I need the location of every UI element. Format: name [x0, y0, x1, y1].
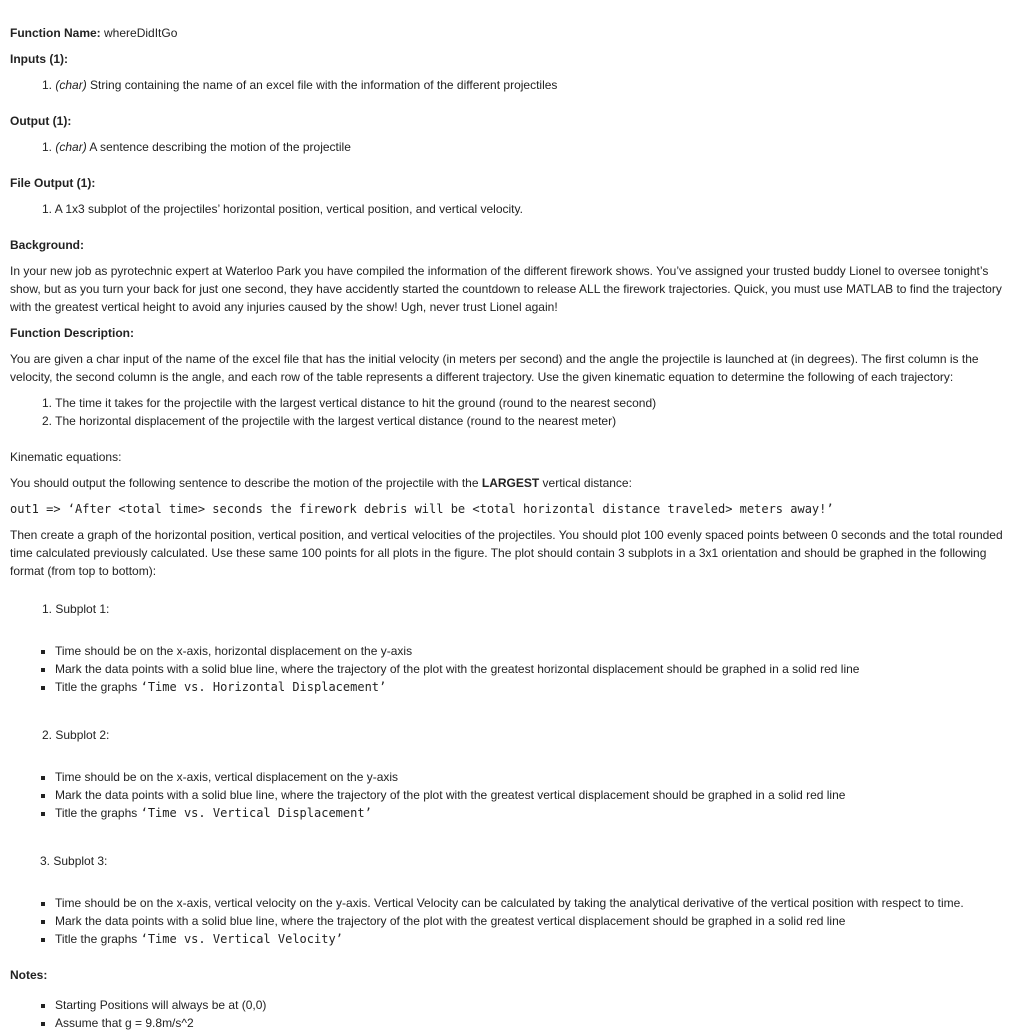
list-item: Mark the data points with a solid blue line, where the trajectory of the plot with the greatest horizontal displacement should be graphed in a solid red line	[40, 660, 1014, 678]
output-item: 1. (char) A sentence describing the motion of the projectile	[42, 140, 351, 154]
kinematic-label: Kinematic equations:	[10, 450, 122, 464]
list-item: Mark the data points with a solid blue line, where the trajectory of the plot with the greatest vertical displacement should be graphed in a solid red line	[40, 912, 1014, 930]
list-item: Time should be on the x-axis, vertical velocity on the y-axis. Vertical Velocity can be calculated by taking the analytical derivative of the vertical position with respect to time.	[40, 894, 1014, 912]
subplot-2-title-code: ‘Time vs. Vertical Displacement’	[140, 806, 372, 820]
graph-text: Then create a graph of the horizontal position, vertical position, and vertical velocities of the projectiles. You should plot 100 evenly spaced points between 0 seconds and the total rounded time calculated previously calculated. Use these same 100 points for all plots in the figure. The plot should contain 3 subplots in a 3x1 orientation and should be graphed in the following format (from top to bottom):	[10, 528, 1003, 578]
output-heading: Output (1):	[10, 114, 72, 128]
note-item: Assume that g = 9.8m/s^2	[40, 1014, 1014, 1032]
function-description-text: You are given a char input of the name of the excel file that has the initial velocity (in meters per second) and the angle the projectile is launched at (in degrees). The first column is the velocity, the second column is the angle, and each row of the table represents a different trajectory. Use the given kinematic equation to determine the following of each trajectory:	[10, 352, 979, 384]
subplot-3-title-code: ‘Time vs. Vertical Velocity’	[140, 932, 343, 946]
file-output-item: 1. A 1x3 subplot of the projectiles’ horizontal position, vertical position, and vertical velocity.	[42, 202, 523, 216]
function-name-line	[10, 24, 1014, 42]
input-item: 1. (char) String containing the name of an excel file with the information of the different projectiles	[42, 78, 558, 92]
subplot-1-label: 1. Subplot 1:	[42, 602, 110, 616]
notes-heading: Notes:	[10, 968, 48, 982]
out1-code: out1 => ‘After <total time> seconds the firework debris will be <total horizontal distance traveled> meters away!’	[10, 502, 834, 516]
subplot-1-title-code: ‘Time vs. Horizontal Displacement’	[140, 680, 387, 694]
background-text: In your new job as pyrotechnic expert at Waterloo Park you have compiled the information of the different firework shows. You’ve assigned your trusted buddy Lionel to oversee tonight’s show, but as you turn your back for just one second, they have accidently started the countdown to release ALL the firework trajectories. Quick, you must use MATLAB to find the trajectory with the greatest vertical height to avoid any injuries caused by the show! Ugh, never trust Lionel again!	[10, 264, 1002, 314]
list-item: Title the graphs ‘Time vs. Vertical Velocity’	[40, 930, 1014, 948]
inputs-heading: Inputs (1):	[10, 52, 68, 66]
largest-emphasis: LARGEST	[481, 476, 540, 490]
list-item: Title the graphs ‘Time vs. Horizontal Displacement’	[40, 678, 1014, 696]
subplot-2-label: 2. Subplot 2:	[42, 728, 110, 742]
list-item: Time should be on the x-axis, horizontal displacement on the y-axis	[40, 642, 1014, 660]
note-item: Starting Positions will always be at (0,0)	[40, 996, 1014, 1014]
description-item: 2. The horizontal displacement of the projectile with the largest vertical distance (round to the nearest meter)	[42, 414, 617, 428]
output-sentence: You should output the following sentence to describe the motion of the projectile with the LARGEST vertical distance:	[10, 476, 632, 490]
list-item: Title the graphs ‘Time vs. Vertical Displacement’	[40, 804, 1014, 822]
function-name-value: whereDidItGo	[104, 26, 178, 40]
list-item: Mark the data points with a solid blue line, where the trajectory of the plot with the greatest vertical displacement should be graphed in a solid red line	[40, 786, 1014, 804]
function-description-heading: Function Description:	[10, 326, 134, 340]
description-item: 1. The time it takes for the projectile with the largest vertical distance to hit the ground (round to the nearest second)	[42, 396, 657, 410]
function-name-label: Function Name:	[10, 26, 101, 40]
file-output-heading: File Output (1):	[10, 176, 96, 190]
background-heading: Background:	[10, 238, 85, 252]
list-item: Time should be on the x-axis, vertical displacement on the y-axis	[40, 768, 1014, 786]
subplot-3-label: 3. Subplot 3:	[40, 854, 108, 868]
